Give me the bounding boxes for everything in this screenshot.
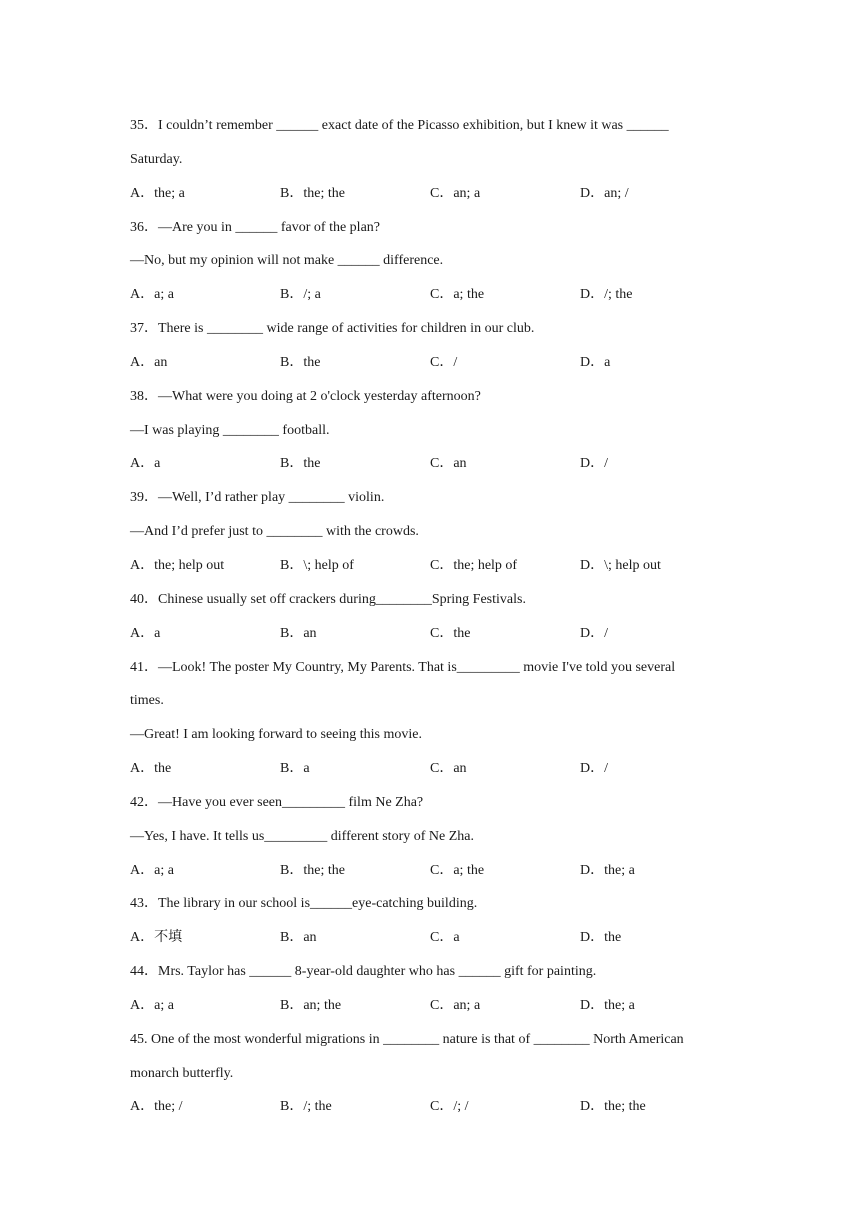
option-a[interactable]: A．不填 [130, 930, 183, 946]
options-row [130, 989, 740, 1023]
question-stem: 45. One of the most wonderful migrations in ________ nature is that of ________ North American [130, 1031, 684, 1047]
option-c[interactable]: C．an; a [430, 997, 481, 1013]
option-d[interactable]: D．the [580, 930, 622, 946]
option-c[interactable]: C．/ [430, 354, 458, 370]
option-a[interactable]: A．an [130, 354, 168, 370]
option-c[interactable]: C．an [430, 456, 467, 472]
document-body [130, 109, 740, 1124]
question-line: —And I’d prefer just to ________ with the crowds. [130, 524, 419, 540]
question-stem: 43．The library in our school is______eye-catching building. [130, 896, 478, 912]
options-row [130, 549, 740, 583]
option-d[interactable]: D．/ [580, 456, 608, 472]
option-a[interactable]: A．a; a [130, 862, 174, 878]
option-a[interactable]: A．the; help out [130, 557, 225, 573]
question-stem: 41．—Look! The poster My Country, My Parents. That is_________ movie I've told you several [130, 659, 676, 675]
option-d[interactable]: D．\; help out [580, 557, 661, 573]
option-a[interactable]: A．a [130, 625, 161, 641]
options-row [130, 921, 740, 955]
question-stem: 40．Chinese usually set off crackers during________Spring Festivals. [130, 591, 526, 607]
option-d[interactable]: D．a [580, 354, 611, 370]
question-stem: 39．—Well, I’d rather play ________ violin. [130, 490, 385, 506]
option-a[interactable]: A．the; / [130, 1099, 183, 1115]
question-line: —Great! I am looking forward to seeing this movie. [130, 727, 422, 743]
question-stem: 38．—What were you doing at 2 o'clock yesterday afternoon? [130, 388, 481, 404]
option-d[interactable]: D．the; a [580, 862, 635, 878]
option-b[interactable]: B．/; a [280, 287, 321, 303]
options-row [130, 752, 740, 786]
question-line: —I was playing ________ football. [130, 422, 330, 438]
option-d[interactable]: D．/ [580, 761, 608, 777]
question-line: times. [130, 693, 164, 709]
options-row [130, 346, 740, 380]
question-block [130, 481, 740, 583]
option-b[interactable]: B．the [280, 456, 321, 472]
options-row [130, 447, 740, 481]
option-b[interactable]: B．/; the [280, 1099, 332, 1115]
question-block [130, 211, 740, 313]
option-d[interactable]: D．the; a [580, 997, 635, 1013]
question-block [130, 1023, 740, 1125]
option-b[interactable]: B．a [280, 761, 310, 777]
option-b[interactable]: B．an [280, 930, 317, 946]
question-line: monarch butterfly. [130, 1065, 234, 1081]
option-b[interactable]: B．the; the [280, 862, 345, 878]
option-c[interactable]: C．a; the [430, 287, 485, 303]
option-c[interactable]: C．an; a [430, 185, 481, 201]
option-a[interactable]: A．the [130, 761, 172, 777]
question-block [130, 583, 740, 651]
options-row [130, 278, 740, 312]
options-row [130, 1090, 740, 1124]
option-a[interactable]: A．a; a [130, 287, 174, 303]
option-b[interactable]: B．the; the [280, 185, 345, 201]
question-block [130, 887, 740, 955]
question-line: Saturday. [130, 151, 183, 167]
question-block [130, 955, 740, 1023]
options-row [130, 177, 740, 211]
question-line: —No, but my opinion will not make ______ difference. [130, 253, 444, 269]
options-row [130, 617, 740, 651]
question-stem: 44．Mrs. Taylor has ______ 8-year-old daughter who has ______ gift for painting. [130, 964, 597, 980]
question-block [130, 312, 740, 380]
option-c[interactable]: C．/; / [430, 1099, 469, 1115]
option-a[interactable]: A．a [130, 456, 161, 472]
options-row [130, 854, 740, 888]
question-block [130, 109, 740, 211]
question-block [130, 651, 740, 786]
option-c[interactable]: C．a; the [430, 862, 485, 878]
question-block [130, 786, 740, 888]
option-d[interactable]: D．/ [580, 625, 608, 641]
option-b[interactable]: B．an; the [280, 997, 342, 1013]
option-b[interactable]: B．\; help of [280, 557, 354, 573]
option-d[interactable]: D．/; the [580, 287, 633, 303]
question-stem: 35．I couldn’t remember ______ exact date of the Picasso exhibition, but I knew it was ______ [130, 118, 669, 133]
option-c[interactable]: C．an [430, 761, 467, 777]
option-c[interactable]: C．the [430, 625, 471, 641]
question-stem: 42．—Have you ever seen_________ film Ne Zha? [130, 794, 424, 810]
option-d[interactable]: D．an; / [580, 185, 629, 201]
option-c[interactable]: C．a [430, 930, 460, 946]
question-line: —Yes, I have. It tells us_________ different story of Ne Zha. [130, 828, 474, 844]
question-stem: 36．—Are you in ______ favor of the plan? [130, 219, 380, 235]
option-d[interactable]: D．the; the [580, 1099, 646, 1115]
question-block [130, 380, 740, 482]
option-b[interactable]: B．the [280, 354, 321, 370]
option-a[interactable]: A．a; a [130, 997, 174, 1013]
option-c[interactable]: C．the; help of [430, 557, 518, 573]
option-b[interactable]: B．an [280, 625, 317, 641]
option-a[interactable]: A．the; a [130, 185, 185, 201]
question-stem: 37．There is ________ wide range of activities for children in our club. [130, 321, 535, 337]
